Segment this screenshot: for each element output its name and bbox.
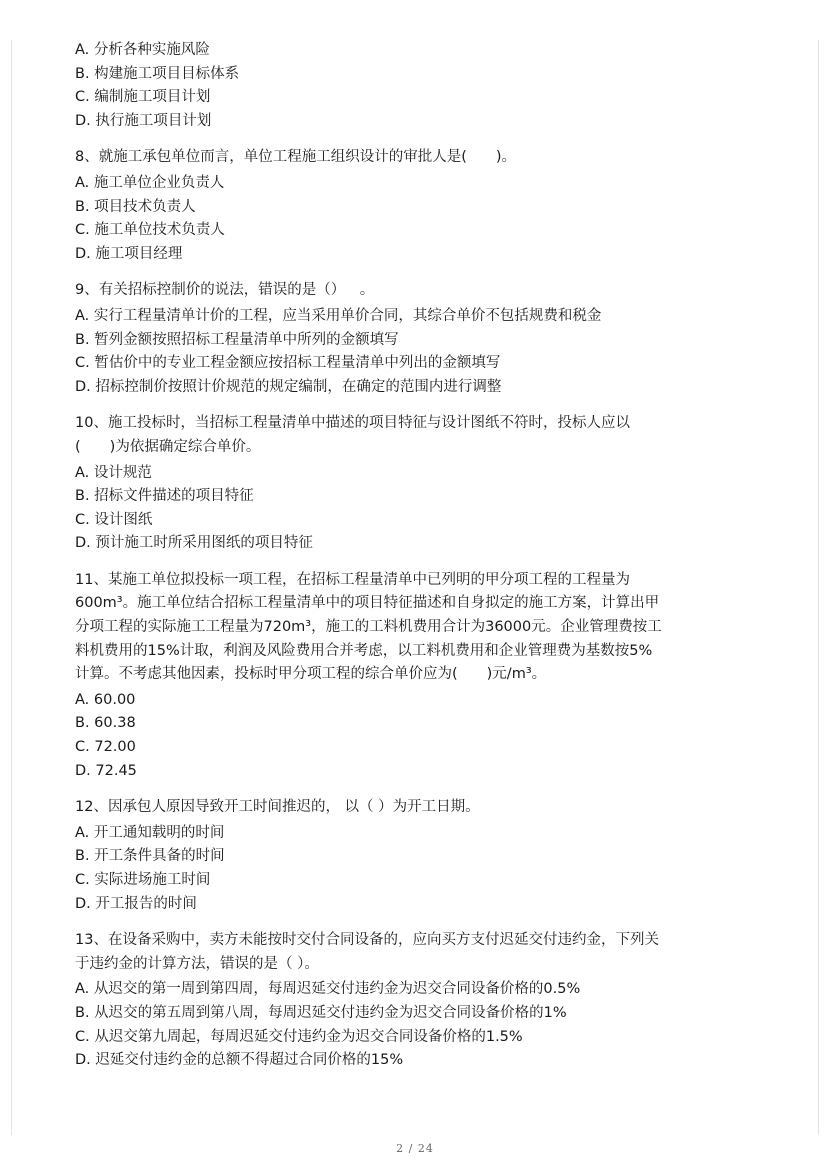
question-stem-line: 8、就施工承包单位而言，单位工程施工组织设计的审批人是( )。 <box>75 149 517 166</box>
question-8 <box>75 146 775 266</box>
question-stem-line: 计算。不考虑其他因素，投标时甲分项工程的综合单价应为( )元/m³。 <box>75 666 547 683</box>
option-c: C. 实际进场施工时间 <box>75 872 211 888</box>
option-d: D. 施工项目经理 <box>75 245 183 262</box>
question-stem <box>75 146 775 170</box>
option-c: C. 施工单位技术负责人 <box>75 222 225 239</box>
question-stem-line: 分项工程的实际施工工程量为720m³，施工的工料机费用合计为36000元。企业管理费按工 <box>75 619 662 636</box>
question-12 <box>75 796 775 916</box>
question-stem-line: 13、在设备采购中，卖方未能按时交付合同设备的，应向买方支付迟延交付违约金，下列关 <box>75 932 659 949</box>
page-edge-left <box>11 40 12 1135</box>
option-c: C. 从迟交第九周起，每周迟延交付违约金为迟交合同设备价格的1.5% <box>75 1028 523 1045</box>
option-a: A. 施工单位企业负责人 <box>75 174 225 191</box>
question-stem <box>75 569 775 687</box>
option-d: D. 招标控制价按照计价规范的规定编制，在确定的范围内进行调整 <box>75 378 502 395</box>
question-stem-line: 于违约金的计算方法，错误的是（ ）。 <box>75 955 319 972</box>
question-10 <box>75 412 775 556</box>
page-edge-right <box>818 40 819 1135</box>
option-d: D. 预计施工时所采用图纸的项目特征 <box>75 535 313 552</box>
question-stem <box>75 796 775 820</box>
option-b: B. 60.38 <box>75 715 136 732</box>
option-d: D. 迟延交付违约金的总额不得超过合同价格的15% <box>75 1052 404 1069</box>
option-b: B. 暂列金额按照招标工程量清单中所列的金额填写 <box>75 331 399 348</box>
question-stem-line: 600m³。施工单位结合招标工程量清单中的项目特征描述和自身拟定的施工方案，计算出甲 <box>75 595 660 612</box>
option-c: C. 设计图纸 <box>75 511 153 528</box>
option-b: B. 构建施工项目目标体系 <box>75 65 240 82</box>
question-13 <box>75 929 775 1073</box>
question-stem <box>75 279 775 303</box>
option-b: B. 项目技术负责人 <box>75 198 196 215</box>
option-a: A. 分析各种实施风险 <box>75 42 210 58</box>
question-stem-line: ( )为依据确定综合单价。 <box>75 438 261 455</box>
option-d: D. 执行施工项目计划 <box>75 112 212 129</box>
question-stem-line: 12、因承包人原因导致开工时间推迟的， 以（ ）为开工日期。 <box>75 799 480 816</box>
option-a: A. 设计规范 <box>75 464 152 481</box>
page-number: 2 / 24 <box>396 1142 434 1155</box>
question-stem-line: 料机费用的15%计取，利润及风险费用合并考虑，以工料机费用和企业管理费为基数按5% <box>75 642 653 659</box>
question-stem <box>75 412 775 459</box>
option-d: D. 72.45 <box>75 762 137 779</box>
page-content <box>75 39 775 1073</box>
question-stem-line: 11、某施工单位拟投标一项工程，在招标工程量清单中已列明的甲分项工程的工程量为 <box>75 571 630 588</box>
option-b: B. 开工条件具备的时间 <box>75 848 225 865</box>
option-c: C. 暂估价中的专业工程金额应按招标工程量清单中列出的金额填写 <box>75 355 501 372</box>
question-7-options <box>75 39 775 133</box>
option-a: A. 开工通知载明的时间 <box>75 824 225 841</box>
question-stem-line: 9、有关招标控制价的说法，错误的是（） 。 <box>75 282 375 299</box>
question-11 <box>75 569 775 783</box>
option-b: B. 招标文件描述的项目特征 <box>75 488 254 505</box>
option-a: A. 60.00 <box>75 691 136 708</box>
option-c: C. 编制施工项目计划 <box>75 89 211 106</box>
option-d: D. 开工报告的时间 <box>75 895 197 912</box>
option-c: C. 72.00 <box>75 739 136 756</box>
option-a: A. 实行工程量清单计价的工程，应当采用单价合同，其综合单价不包括规费和税金 <box>75 307 602 324</box>
question-stem <box>75 929 775 976</box>
question-stem-line: 10、施工投标时，当招标工程量清单中描述的项目特征与设计图纸不符时，投标人应以 <box>75 415 630 432</box>
question-9 <box>75 279 775 399</box>
option-b: B. 从迟交的第五周到第八周，每周迟延交付违约金为迟交合同设备价格的1% <box>75 1004 567 1021</box>
option-a: A. 从迟交的第一周到第四周，每周迟延交付违约金为迟交合同设备价格的0.5% <box>75 981 581 998</box>
